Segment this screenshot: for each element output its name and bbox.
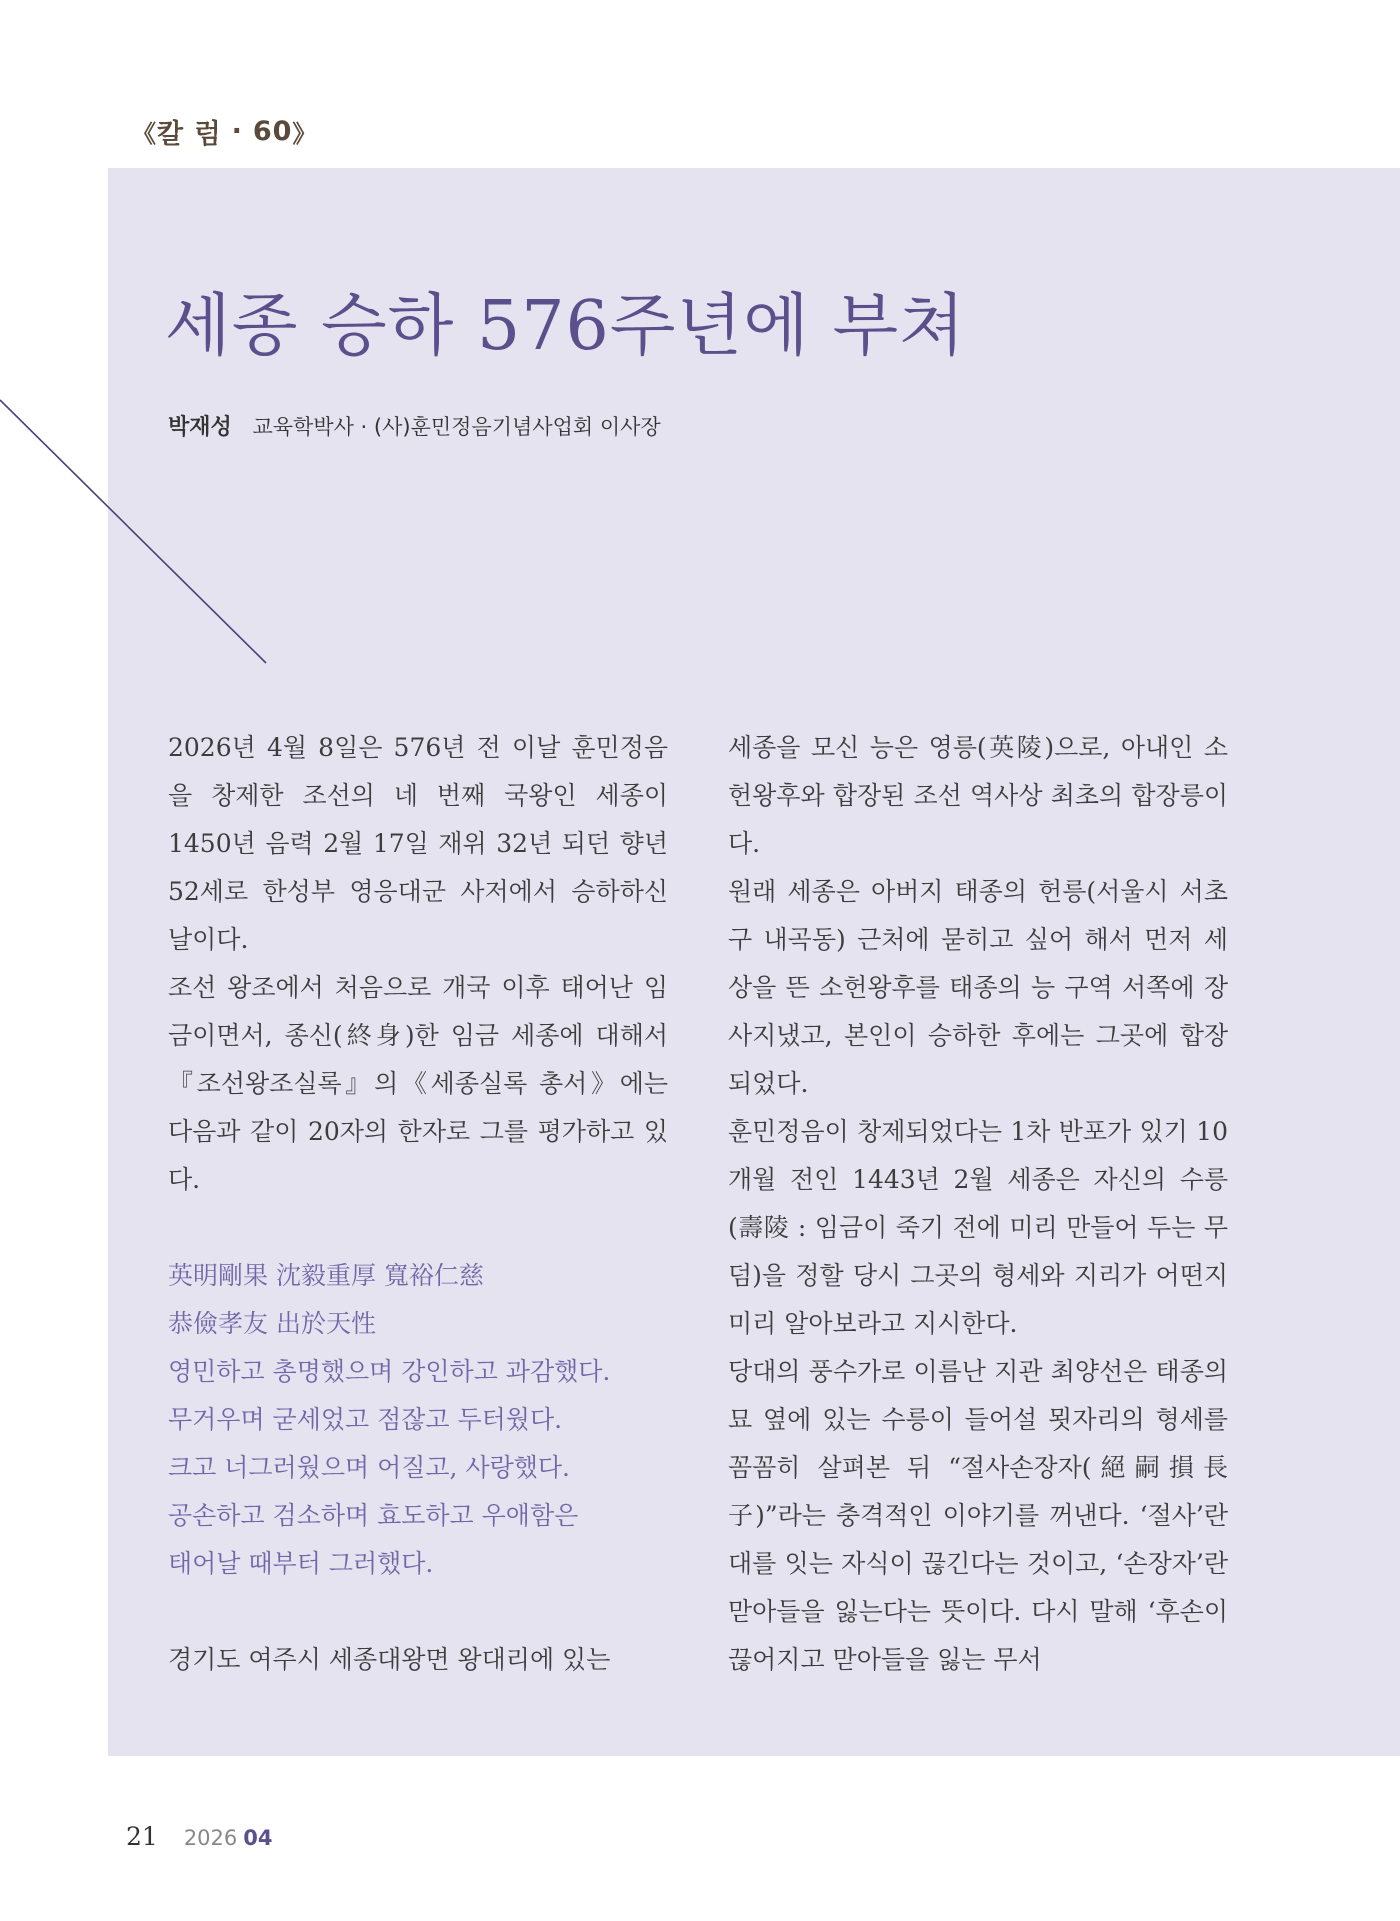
page-footer (126, 1822, 273, 1851)
paragraph: 2026년 4월 8일은 576년 전 이날 훈민정음을 창제한 조선의 네 번째 국왕인 세종이 1450년 음력 2월 17일 재위 32년 되던 향년 52세로 한성부 영응대군 사저에서 승하하신 날이다. (168, 733, 668, 954)
paragraph: 세종을 모신 능은 영릉(英陵)으로, 아내인 소헌왕후와 합장된 조선 역사상 최초의 합장릉이다. (728, 733, 1228, 858)
left-column (168, 724, 668, 1684)
header-separator: · (231, 116, 243, 147)
poem-line: 英明剛果 沈毅重厚 寬裕仁慈 (168, 1261, 484, 1290)
right-column (728, 724, 1228, 1684)
section-number: 60 (252, 116, 293, 147)
poem-line: 恭儉孝友 出於天性 (168, 1309, 376, 1338)
poem-line: 영민하고 총명했으며 강인하고 과감했다. (168, 1357, 611, 1386)
issue-number: 04 (243, 1826, 273, 1850)
author-role: 교육학박사 · (사)훈민정음기념사업회 이사장 (252, 415, 661, 439)
quoted-evaluation (168, 1252, 668, 1588)
author-name: 박재성 (168, 415, 232, 440)
poem-line: 태어날 때부터 그러했다. (168, 1549, 434, 1578)
paragraph: 조선 왕조에서 처음으로 개국 이후 태어난 임금이면서, 종신(終身)한 임금 세종에 대해서『조선왕조실록』의《세종실록 총서》에는 다음과 같이 20자의 한자로 그를 평가하고 있다. (168, 973, 668, 1194)
poem-line: 공손하고 검소하며 효도하고 우애함은 (168, 1501, 579, 1530)
page-number: 21 (126, 1822, 158, 1851)
paragraph: 당대의 풍수가로 이름난 지관 최양선은 태종의 묘 옆에 있는 수릉이 들어설 묏자리의 형세를 꼼꼼히 살펴본 뒤 “절사손장자(絕嗣損長子)”라는 충격적인 이야기를 꺼낸다. ‘절사’란 대를 잇는 자식이 끊긴다는 것이고, ‘손장자’란 맏아들을 잃는다는 뜻이다. 다시 말해 ‘후손이 끊어지고 맏아들을 잃는 무서 (728, 1357, 1228, 1674)
paragraph: 경기도 여주시 세종대왕면 왕대리에 있는 (168, 1645, 611, 1674)
author-line (168, 410, 661, 441)
paragraph: 훈민정음이 창제되었다는 1차 반포가 있기 10개월 전인 1443년 2월 세종은 자신의 수릉(壽陵 : 임금이 죽기 전에 미리 만들어 두는 무덤)을 정할 당시 그곳의 형세와 지리가 어떤지 미리 알아보라고 지시한다. (728, 1117, 1228, 1338)
poem-line: 크고 너그러웠으며 어질고, 사랑했다. (168, 1453, 570, 1482)
issue-year: 2026 (183, 1826, 238, 1850)
paragraph: 원래 세종은 아버지 태종의 헌릉(서울시 서초구 내곡동) 근처에 묻히고 싶어 해서 먼저 세상을 뜬 소헌왕후를 태종의 능 구역 서쪽에 장사지냈고, 본인이 승하한 후에는 그곳에 합장되었다. (728, 877, 1228, 1098)
section-label: 칼 럼 (157, 119, 222, 150)
right-bracket: 》 (292, 120, 318, 148)
left-bracket: 《 (132, 120, 157, 148)
poem-line: 무거우며 굳세었고 점잖고 두터웠다. (168, 1405, 563, 1434)
article-title: 세종 승하 576주년에 부쳐 (165, 287, 966, 366)
